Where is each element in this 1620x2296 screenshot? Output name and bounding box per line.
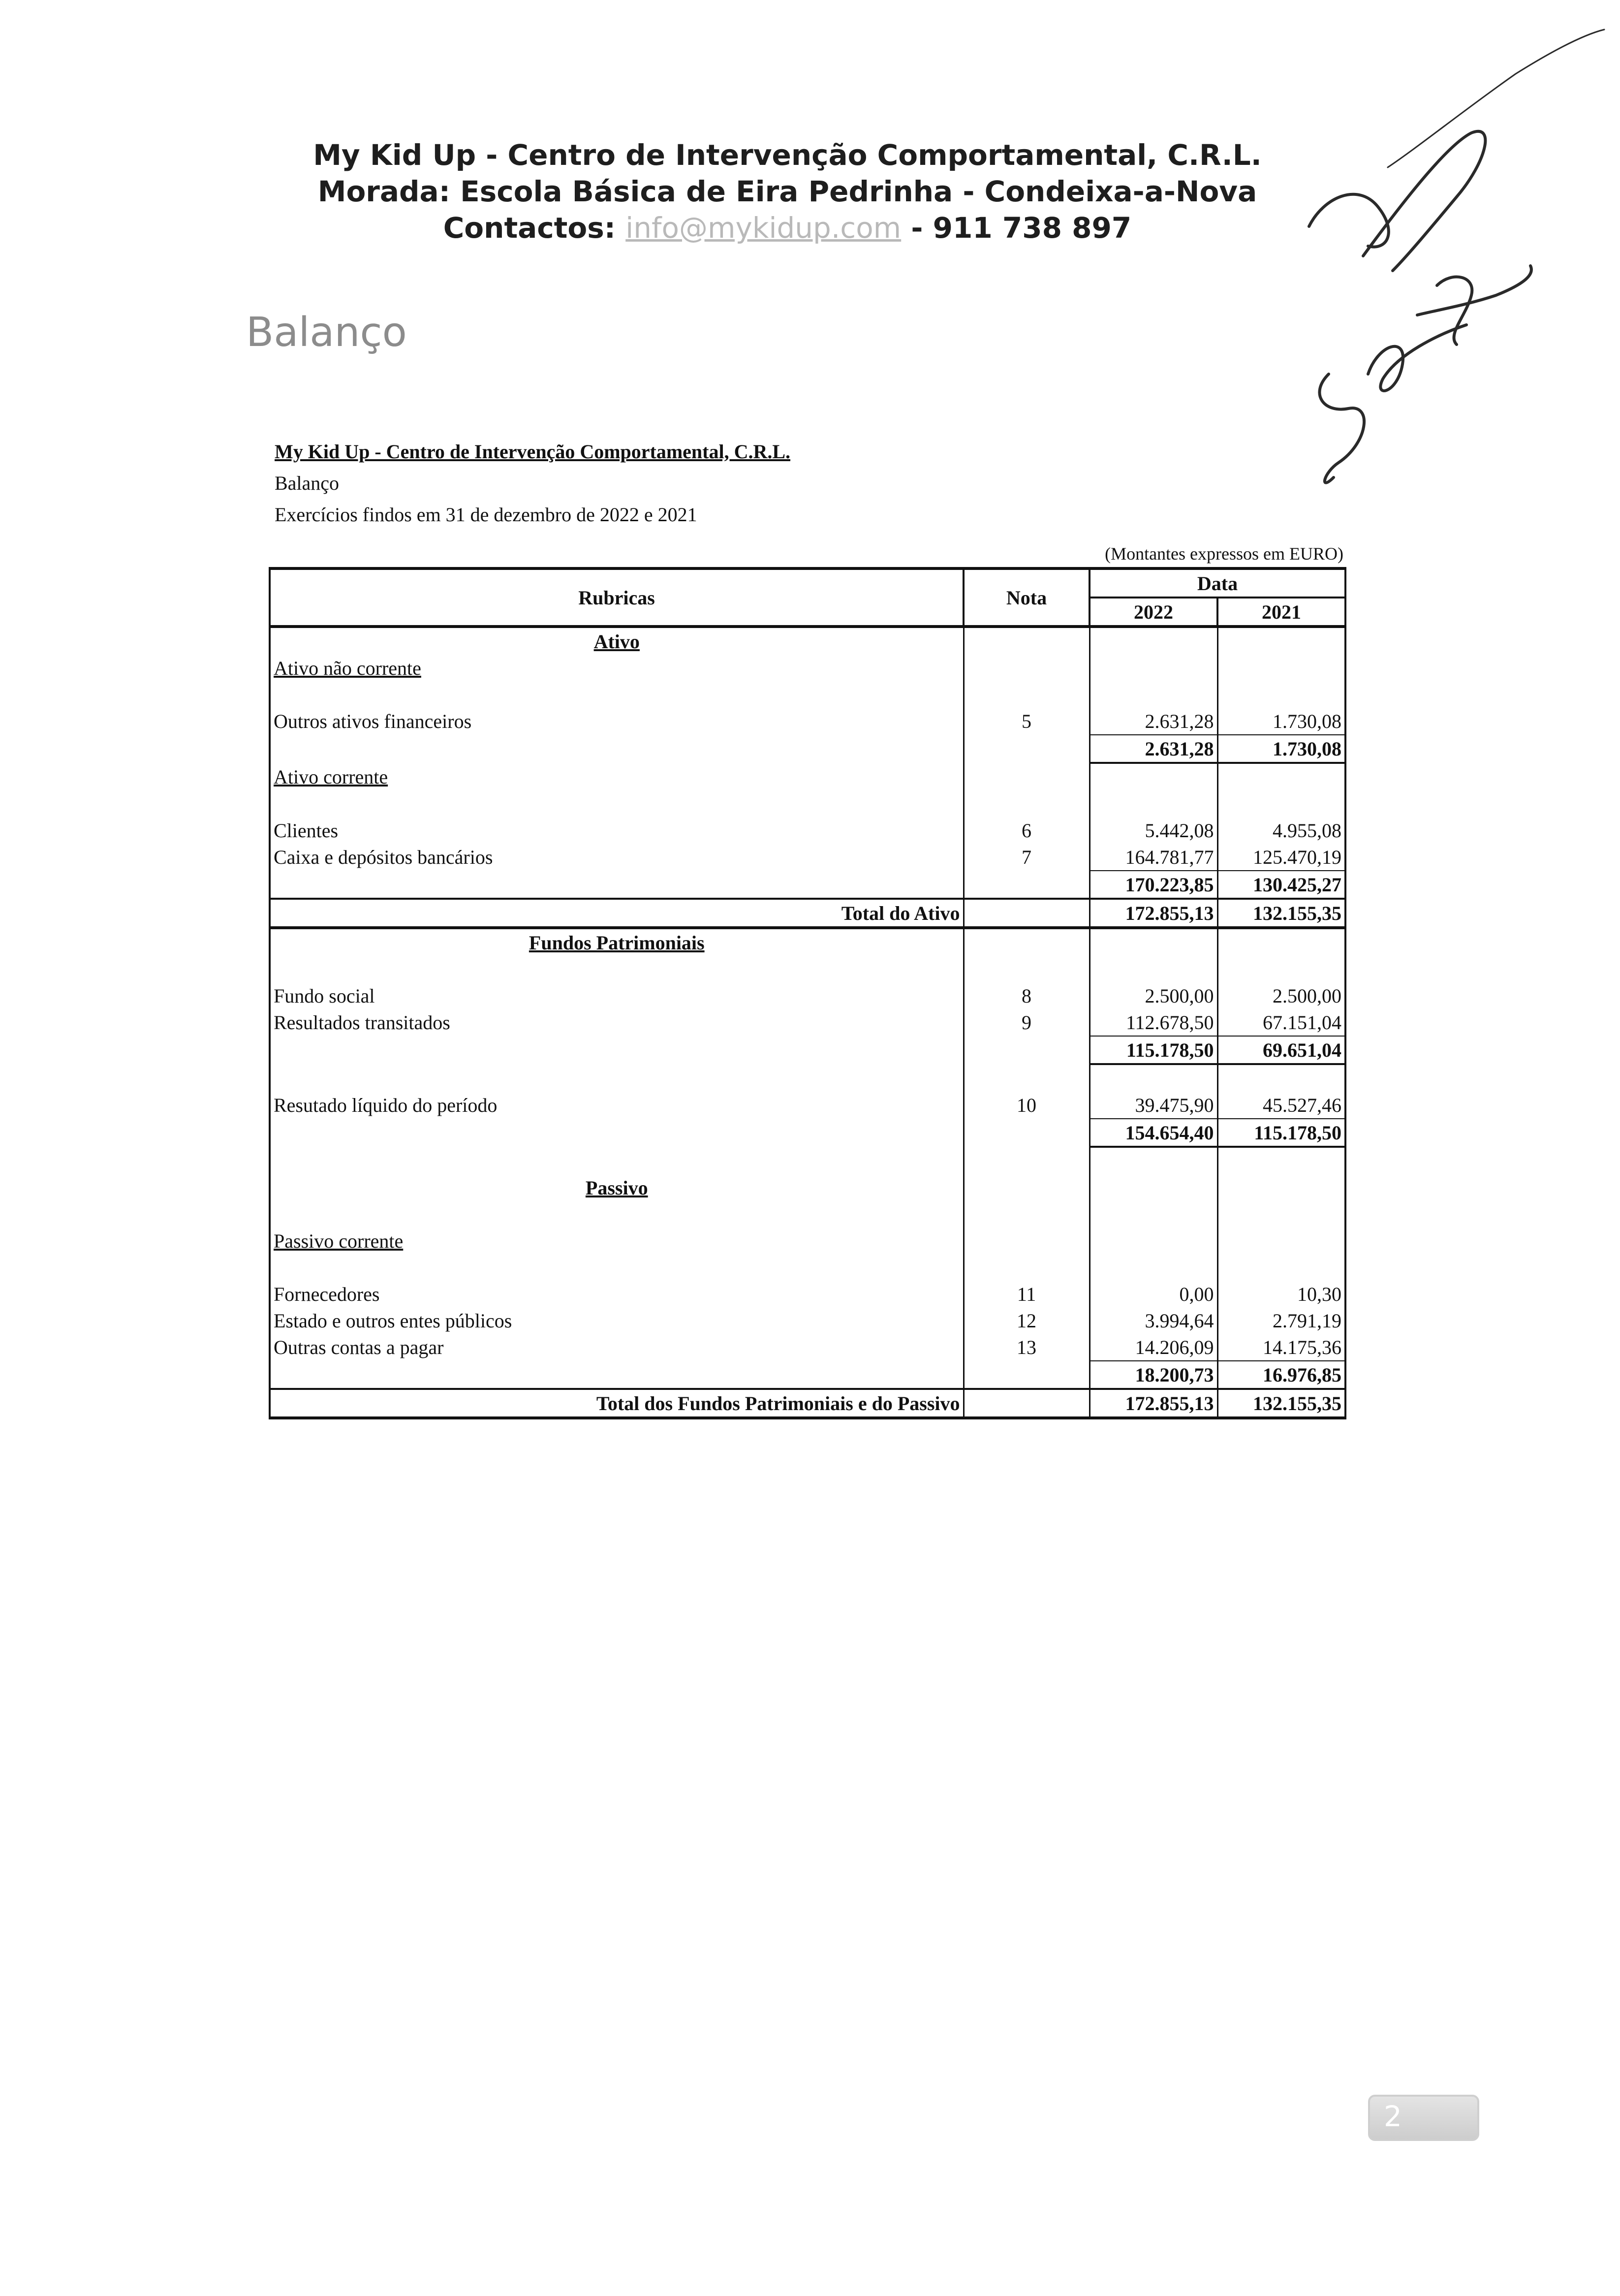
phone-number: - 911 738 897 [901,211,1132,245]
row-value-2021: 125.470,19 [1217,844,1345,871]
section-fundos: Fundos Patrimoniais [270,928,964,956]
col-header-rubricas: Rubricas [270,568,964,627]
subtotal-2022: 2.631,28 [1090,735,1217,763]
subtotal-2022: 170.223,85 [1090,871,1217,899]
table-row [270,708,1345,735]
subtotal-row [270,1119,1345,1147]
table-row [270,1307,1345,1334]
row-nota: 8 [964,982,1090,1009]
subtotal-2021: 115.178,50 [1217,1119,1345,1147]
row-value-2021: 2.791,19 [1273,1309,1341,1332]
table-row [270,655,1345,681]
table-row [270,1009,1345,1036]
table-row [270,1334,1345,1361]
table-row [270,763,1345,790]
statement-period: Exercícios findos em 31 de dezembro de 2022 e 2021 [275,503,697,526]
page-number: 2 [1384,2100,1402,2133]
row-label: Resultados transitados [270,1009,964,1036]
col-header-nota: Nota [964,568,1090,627]
table-row [270,1174,1345,1201]
row-label: Estado e outros entes públicos [270,1307,964,1334]
total-2021: 132.155,35 [1217,899,1345,928]
row-label: Clientes [270,817,964,844]
table-row [270,1092,1345,1119]
row-value-2022: 5.442,08 [1090,817,1217,844]
letterhead-contacts [276,210,1299,246]
letterhead-address: Morada: Escola Básica de Eira Pedrinha - Condeixa-a-Nova [317,175,1257,208]
total-2021: 132.155,35 [1217,1389,1345,1418]
row-value-2022: 39.475,90 [1090,1092,1217,1119]
section-passivo: Passivo [270,1174,964,1201]
row-value-2022: 112.678,50 [1090,1009,1217,1036]
row-nota: 13 [964,1334,1090,1361]
group-passivo-corrente: Passivo corrente [270,1227,964,1254]
total-2022: 172.855,13 [1090,1389,1217,1418]
subtotal-2021: 69.651,04 [1217,1036,1345,1064]
row-label: Fornecedores [270,1281,964,1307]
email-link[interactable]: info@mykidup.com [625,211,902,245]
total-2022: 172.855,13 [1090,899,1217,928]
total-row [270,899,1345,928]
row-value-2022: 2.631,28 [1090,708,1217,735]
row-value-2021: 67.151,04 [1217,1009,1345,1036]
contacts-label: Contactos: [443,211,626,245]
subtotal-row [270,871,1345,899]
document-header [275,436,790,531]
row-value-2021: 1.730,08 [1217,708,1345,735]
row-value-2021: 14.175,36 [1217,1334,1345,1361]
table-row [270,844,1345,871]
table-row [270,1281,1345,1307]
row-nota: 12 [964,1307,1090,1334]
table-row [270,928,1345,956]
total-fundos-passivo-label: Total dos Fundos Patrimoniais e do Passivo [270,1389,964,1418]
subtotal-2022: 154.654,40 [1090,1119,1217,1147]
letterhead-company: My Kid Up - Centro de Intervenção Comportamental, C.R.L. [313,138,1262,172]
row-label: Caixa e depósitos bancários [270,844,964,871]
col-header-2022: 2022 [1090,598,1217,627]
row-value-2022: 14.206,09 [1090,1334,1217,1361]
row-nota: 6 [964,817,1090,844]
row-label: Resutado líquido do período [270,1092,964,1119]
row-label: Outros ativos financeiros [270,708,964,735]
signature-mark [1289,20,1614,492]
row-nota: 9 [964,1009,1090,1036]
row-value-2021: 2.500,00 [1273,984,1341,1007]
subtotal-2022: 18.200,73 [1090,1361,1217,1389]
letterhead [276,137,1299,246]
currency-note: (Montantes expressos em EURO) [1105,544,1343,564]
subtotal-2021: 130.425,27 [1217,871,1345,899]
group-ativo-corrente: Ativo corrente [270,763,964,790]
row-nota: 7 [964,844,1090,871]
section-ativo: Ativo [270,627,964,655]
subtotal-row [270,735,1345,763]
row-label: Fundo social [270,982,964,1009]
col-header-2021: 2021 [1217,598,1345,627]
subtotal-row [270,1036,1345,1064]
row-value-2022: 2.500,00 [1090,982,1217,1009]
table-row [270,627,1345,655]
row-label: Outras contas a pagar [270,1334,964,1361]
row-value-2021: 10,30 [1297,1283,1341,1305]
row-value-2022: 3.994,64 [1090,1307,1217,1334]
statement-company: My Kid Up - Centro de Intervenção Comportamental, C.R.L. [275,440,791,463]
total-row [270,1389,1345,1418]
table-row [270,817,1345,844]
row-value-2021: 45.527,46 [1217,1092,1345,1119]
row-value-2022: 0,00 [1090,1281,1217,1307]
row-value-2021: 4.955,08 [1273,819,1341,842]
subtotal-2021: 16.976,85 [1217,1361,1345,1389]
col-header-data: Data [1090,568,1345,598]
subtotal-2021: 1.730,08 [1217,735,1345,763]
statement-name: Balanço [275,472,340,494]
page-number-badge [1368,2095,1479,2141]
page-title: Balanço [246,309,407,356]
subtotal-row [270,1361,1345,1389]
row-nota: 11 [964,1281,1090,1307]
row-nota: 5 [964,708,1090,735]
table-row [270,982,1345,1009]
group-ativo-nao-corrente: Ativo não corrente [270,655,964,681]
balance-sheet-table [269,567,1346,1419]
total-ativo-label: Total do Ativo [270,899,964,928]
subtotal-2022: 115.178,50 [1090,1036,1217,1064]
row-value-2022: 164.781,77 [1090,844,1217,871]
row-nota: 10 [964,1092,1090,1119]
table-row [270,1227,1345,1254]
